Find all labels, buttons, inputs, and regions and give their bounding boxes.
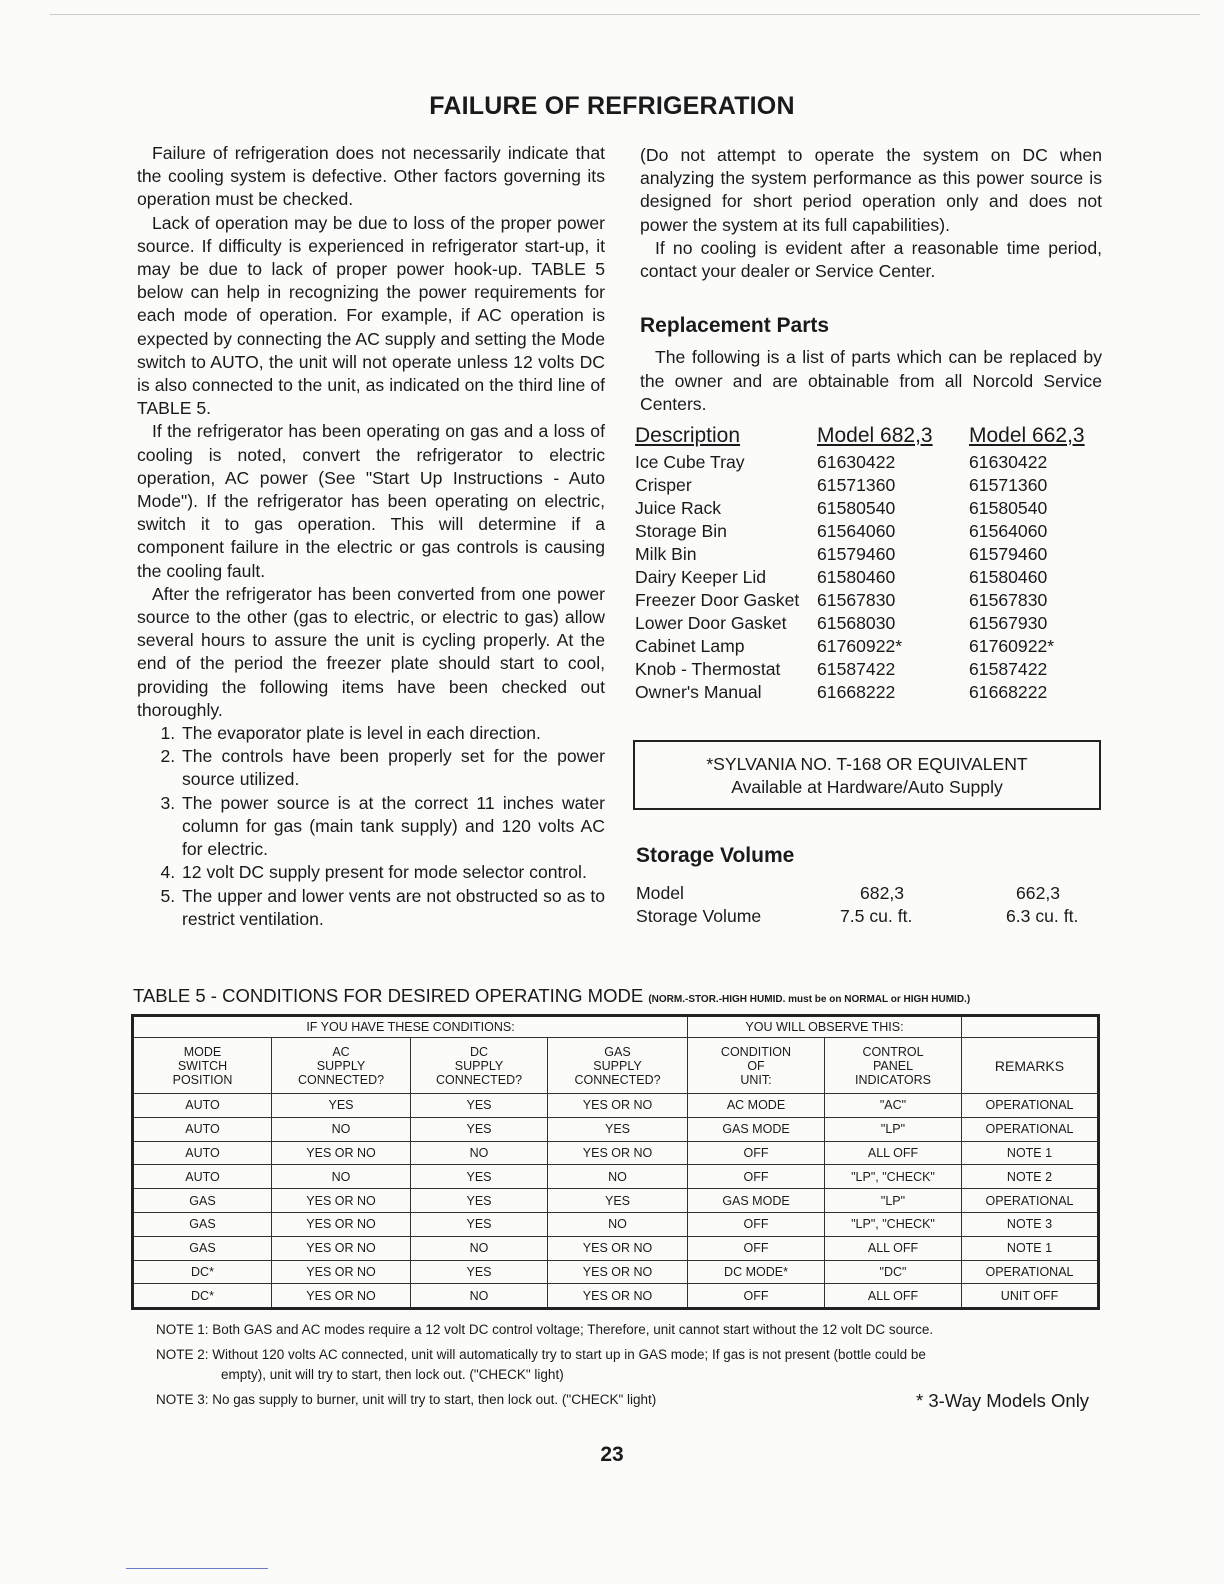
- col-ac-supply-cell: NO: [272, 1117, 411, 1141]
- col-condition-cell: OFF: [688, 1236, 825, 1260]
- col-condition-header: [688, 1038, 825, 1094]
- col-indicators-cell: ALL OFF: [825, 1236, 962, 1260]
- col-ac-supply-cell: NO: [272, 1165, 411, 1189]
- col-condition-cell: GAS MODE: [688, 1189, 825, 1213]
- parts-header-model-682: Model 682,3: [817, 424, 933, 448]
- part-number-662: 61587422: [969, 659, 1048, 680]
- col-dc-supply-header: [411, 1038, 548, 1094]
- parts-row: [635, 566, 1085, 589]
- header-line: CONTROL: [862, 1044, 924, 1059]
- col-dc-supply-cell: YES: [411, 1094, 548, 1118]
- col-mode-switch-cell: AUTO: [133, 1117, 272, 1141]
- part-description: Crisper: [635, 475, 692, 496]
- checklist-item: 1. The evaporator plate is level in each direction.: [180, 722, 605, 745]
- note-2-line1: NOTE 2: Without 120 volts AC connected, unit will automatically try to start up in GAS mode; If gas is not present (bottle could be: [156, 1347, 926, 1362]
- left-column: [137, 142, 605, 931]
- storage-value-662: 6.3 cu. ft.: [1006, 906, 1079, 926]
- storage-value-682: 7.5 cu. ft.: [840, 906, 913, 926]
- col-gas-supply-cell: YES: [548, 1189, 688, 1213]
- part-number-662: 61571360: [969, 475, 1048, 496]
- header-line: PANEL: [872, 1058, 914, 1073]
- col-gas-supply-cell: YES OR NO: [548, 1141, 688, 1165]
- part-description: Storage Bin: [635, 521, 727, 542]
- parts-row: [635, 497, 1085, 520]
- col-condition-cell: OFF: [688, 1165, 825, 1189]
- part-number-662: 61580460: [969, 567, 1048, 588]
- checklist-item: 2. The controls have been properly set for the power source utilized.: [180, 745, 605, 791]
- part-number-662: 61580540: [969, 498, 1048, 519]
- col-gas-supply-cell: YES OR NO: [548, 1260, 688, 1284]
- bottom-rule: [126, 1568, 268, 1569]
- checklist-item: 4. 12 volt DC supply present for mode selector control.: [180, 861, 605, 884]
- part-number-662: 61567830: [969, 590, 1048, 611]
- col-mode-switch-cell: GAS: [133, 1212, 272, 1236]
- col-ac-supply-cell: YES OR NO: [272, 1236, 411, 1260]
- col-remarks-cell: NOTE 1: [962, 1141, 1099, 1165]
- col-indicators-cell: "LP": [825, 1189, 962, 1213]
- checklist-item: 3. The power source is at the correct 11 inches water column for gas (main tank supply) and 120 volts AC for electric.: [180, 792, 605, 862]
- part-number-682: 61580540: [817, 498, 896, 519]
- col-mode-switch-cell: AUTO: [133, 1165, 272, 1189]
- storage-row: [636, 882, 1078, 905]
- part-description: Dairy Keeper Lid: [635, 567, 767, 588]
- col-mode-switch-cell: GAS: [133, 1236, 272, 1260]
- part-number-682: 61630422: [817, 452, 896, 473]
- parts-row: [635, 451, 1085, 474]
- table5-row: [133, 1094, 1099, 1118]
- col-gas-supply-cell: NO: [548, 1165, 688, 1189]
- table5-group-empty: [962, 1016, 1099, 1038]
- part-number-662: 61567930: [969, 613, 1048, 634]
- col-mode-switch-header: [133, 1038, 272, 1094]
- parts-row: [635, 543, 1085, 566]
- col-mode-switch-cell: AUTO: [133, 1094, 272, 1118]
- header-line: SUPPLY: [316, 1058, 366, 1073]
- col-dc-supply-cell: YES: [411, 1165, 548, 1189]
- part-description: Milk Bin: [635, 544, 697, 565]
- col-dc-supply-cell: YES: [411, 1212, 548, 1236]
- top-rule: [50, 14, 1200, 15]
- parts-row: [635, 612, 1085, 635]
- part-description: Owner's Manual: [635, 682, 762, 703]
- part-number-662: 61630422: [969, 452, 1048, 473]
- col-remarks-cell: OPERATIONAL: [962, 1189, 1099, 1213]
- col-condition-cell: GAS MODE: [688, 1117, 825, 1141]
- storage-volume-table: [636, 882, 1078, 928]
- part-number-682: 61587422: [817, 659, 896, 680]
- col-dc-supply-cell: YES: [411, 1189, 548, 1213]
- part-number-682: 61760922*: [817, 636, 903, 657]
- part-description: Freezer Door Gasket: [635, 590, 800, 611]
- col-indicators-cell: "LP", "CHECK": [825, 1212, 962, 1236]
- header-line: MODE: [183, 1044, 222, 1059]
- col-condition-cell: DC MODE*: [688, 1260, 825, 1284]
- checklist: [137, 722, 605, 931]
- header-line: REMARKS: [994, 1057, 1065, 1074]
- table5-title-text: TABLE 5 - CONDITIONS FOR DESIRED OPERATING MODE: [133, 985, 644, 1006]
- table5-row: [133, 1141, 1099, 1165]
- col-indicators-cell: "DC": [825, 1260, 962, 1284]
- col-dc-supply-cell: YES: [411, 1117, 548, 1141]
- header-line: SUPPLY: [593, 1058, 642, 1073]
- part-number-682: 61564060: [817, 521, 896, 542]
- col-ac-supply-cell: YES OR NO: [272, 1212, 411, 1236]
- part-number-682: 61571360: [817, 475, 896, 496]
- table5-row: [133, 1236, 1099, 1260]
- header-line: AC: [332, 1044, 350, 1059]
- part-number-682: 61579460: [817, 544, 896, 565]
- part-number-682: 61668222: [817, 682, 896, 703]
- part-number-682: 61567830: [817, 590, 896, 611]
- col-ac-supply-cell: YES OR NO: [272, 1284, 411, 1309]
- header-line: GAS: [604, 1044, 631, 1059]
- paragraph: If no cooling is evident after a reasonable time period, contact your dealer or Service Center.: [640, 237, 1102, 282]
- col-gas-supply-cell: NO: [548, 1212, 688, 1236]
- col-mode-switch-cell: AUTO: [133, 1141, 272, 1165]
- checklist-item: 5. The upper and lower vents are not obstructed so as to restrict ventilation.: [180, 885, 605, 931]
- col-remarks-cell: NOTE 2: [962, 1165, 1099, 1189]
- col-ac-supply-cell: YES: [272, 1094, 411, 1118]
- col-dc-supply-cell: NO: [411, 1236, 548, 1260]
- part-description: Ice Cube Tray: [635, 452, 745, 473]
- parts-table: [635, 424, 1085, 704]
- header-line: POSITION: [172, 1072, 233, 1087]
- col-remarks-cell: NOTE 1: [962, 1236, 1099, 1260]
- col-dc-supply-cell: NO: [411, 1141, 548, 1165]
- col-condition-cell: AC MODE: [688, 1094, 825, 1118]
- col-ac-supply-header: [272, 1038, 411, 1094]
- header-line: SUPPLY: [454, 1058, 504, 1073]
- parts-row: [635, 589, 1085, 612]
- table5-group-conditions: IF YOU HAVE THESE CONDITIONS:: [133, 1016, 688, 1038]
- page-number: 23: [600, 1443, 624, 1466]
- table5-row: [133, 1284, 1099, 1309]
- part-number-662: 61668222: [969, 682, 1048, 703]
- table5: [131, 1014, 1100, 1310]
- table5-group-observe: YOU WILL OBSERVE THIS:: [688, 1016, 962, 1038]
- storage-label: Model: [636, 883, 684, 903]
- table5-row: [133, 1117, 1099, 1141]
- col-gas-supply-cell: YES OR NO: [548, 1284, 688, 1309]
- col-condition-cell: OFF: [688, 1284, 825, 1309]
- header-line: OF: [747, 1058, 765, 1073]
- col-indicators-cell: "LP", "CHECK": [825, 1165, 962, 1189]
- header-line: UNIT:: [740, 1072, 772, 1087]
- header-line: DC: [469, 1044, 489, 1059]
- note-2: [156, 1345, 1086, 1385]
- parts-row: [635, 658, 1085, 681]
- table5-title-note: (NORM.-STOR.-HIGH HUMID. must be on NORMAL or HIGH HUMID.): [648, 994, 971, 1005]
- part-description: Cabinet Lamp: [635, 636, 745, 657]
- col-indicators-cell: "AC": [825, 1094, 962, 1118]
- table5-row: [133, 1165, 1099, 1189]
- col-remarks-cell: UNIT OFF: [962, 1284, 1099, 1309]
- part-number-662: 61760922*: [969, 636, 1055, 657]
- parts-row: [635, 635, 1085, 658]
- col-dc-supply-cell: NO: [411, 1284, 548, 1309]
- part-description: Knob - Thermostat: [635, 659, 781, 680]
- table5-row: [133, 1189, 1099, 1213]
- col-ac-supply-cell: YES OR NO: [272, 1141, 411, 1165]
- parts-header-model-662: Model 662,3: [969, 424, 1085, 448]
- header-line: CONNECTED?: [435, 1072, 523, 1087]
- storage-value-662: 662,3: [1016, 883, 1061, 903]
- note-2-line2: empty), unit will try to start, then lock out. ("CHECK" light): [221, 1367, 564, 1382]
- part-number-662: 61564060: [969, 521, 1048, 542]
- part-number-682: 61580460: [817, 567, 896, 588]
- table5-row: [133, 1260, 1099, 1284]
- col-gas-supply-header: [548, 1038, 688, 1094]
- col-condition-cell: OFF: [688, 1141, 825, 1165]
- header-line: CONNECTED?: [297, 1072, 385, 1087]
- col-gas-supply-cell: YES: [548, 1117, 688, 1141]
- part-description: Lower Door Gasket: [635, 613, 787, 634]
- col-dc-supply-cell: YES: [411, 1260, 548, 1284]
- header-line: INDICATORS: [855, 1072, 931, 1087]
- storage-volume-section: [636, 844, 1106, 928]
- lamp-note-box: [633, 740, 1101, 810]
- header-line: CONNECTED?: [574, 1072, 661, 1087]
- table5-title: [133, 985, 970, 1007]
- paragraph: Lack of operation may be due to loss of the proper power source. If difficulty is experienced in refrigerator start-up, it may be due to lack of proper power hook-up. TABLE 5 below can help in recognizing the power requirements for each mode of operation. For example, if AC operation is expected by connecting the AC supply and setting the Mode switch to AUTO, the unit will not operate unless 12 volts DC is also connected to the unit, as indicated on the third line of TABLE 5.: [137, 212, 605, 419]
- storage-value-682: 682,3: [860, 883, 905, 903]
- part-description: Juice Rack: [635, 498, 722, 519]
- col-condition-cell: OFF: [688, 1212, 825, 1236]
- col-remarks-cell: OPERATIONAL: [962, 1260, 1099, 1284]
- col-mode-switch-cell: DC*: [133, 1284, 272, 1309]
- storage-row: [636, 905, 1078, 928]
- col-indicators-cell: "LP": [825, 1117, 962, 1141]
- col-ac-supply-cell: YES OR NO: [272, 1189, 411, 1213]
- col-mode-switch-cell: DC*: [133, 1260, 272, 1284]
- col-remarks-cell: NOTE 3: [962, 1212, 1099, 1236]
- paragraph: After the refrigerator has been converted from one power source to the other (gas to electric, or electric to gas) allow several hours to assure the unit is cycling properly. At the end of the period the freezer plate should start to cool, providing the following items have been checked out thoroughly.: [137, 583, 605, 720]
- parts-row: [635, 520, 1085, 543]
- parts-header-description: Description: [635, 424, 741, 448]
- header-line: CONDITION: [720, 1044, 792, 1059]
- lamp-note-line2: Available at Hardware/Auto Supply: [731, 777, 1003, 797]
- three-way-note: * 3-Way Models Only: [916, 1390, 1090, 1411]
- paragraph: Failure of refrigeration does not necessarily indicate that the cooling system is defective. Other factors governing its operation must be checked.: [137, 143, 605, 210]
- storage-volume-heading: Storage Volume: [636, 844, 795, 867]
- part-number-662: 61579460: [969, 544, 1048, 565]
- col-gas-supply-cell: YES OR NO: [548, 1236, 688, 1260]
- part-number-682: 61568030: [817, 613, 896, 634]
- col-indicators-header: [825, 1038, 962, 1094]
- table5-row: [133, 1212, 1099, 1236]
- header-line: SWITCH: [177, 1058, 228, 1073]
- page-title: FAILURE OF REFRIGERATION: [429, 92, 795, 120]
- paragraph: If the refrigerator has been operating on gas and a loss of cooling is noted, convert the refrigerator to electric operation, AC power (See "Start Up Instructions - Auto Mode"). If the refrigerator has been operating on electric, switch it to gas operation. This will determine if a component failure in the electric or gas controls is causing the cooling fault.: [137, 421, 605, 581]
- parts-row: [635, 474, 1085, 497]
- col-remarks-header: [962, 1038, 1099, 1094]
- col-mode-switch-cell: GAS: [133, 1189, 272, 1213]
- col-gas-supply-cell: YES OR NO: [548, 1094, 688, 1118]
- note-3: NOTE 3: No gas supply to burner, unit will try to start, then lock out. ("CHECK" light): [156, 1392, 657, 1407]
- note-1: NOTE 1: Both GAS and AC modes require a 12 volt DC control voltage; Therefore, unit cannot start without the 12 volt DC source.: [156, 1322, 934, 1337]
- replacement-parts-heading: Replacement Parts: [640, 314, 830, 338]
- col-indicators-cell: ALL OFF: [825, 1284, 962, 1309]
- col-remarks-cell: OPERATIONAL: [962, 1094, 1099, 1118]
- paragraph: (Do not attempt to operate the system on DC when analyzing the system performance as this power source is designed for short period operation only and does not power the system at its full capabilities).: [640, 145, 1102, 235]
- col-remarks-cell: OPERATIONAL: [962, 1117, 1099, 1141]
- lamp-note-line1: *SYLVANIA NO. T-168 OR EQUIVALENT: [706, 754, 1028, 774]
- col-indicators-cell: ALL OFF: [825, 1141, 962, 1165]
- col-ac-supply-cell: YES OR NO: [272, 1260, 411, 1284]
- right-column: [635, 144, 1102, 704]
- replacement-parts-intro: The following is a list of parts which can be replaced by the owner and are obtainable from all Norcold Service Centers.: [640, 347, 1102, 414]
- storage-label: Storage Volume: [636, 906, 762, 926]
- parts-row: [635, 681, 1085, 704]
